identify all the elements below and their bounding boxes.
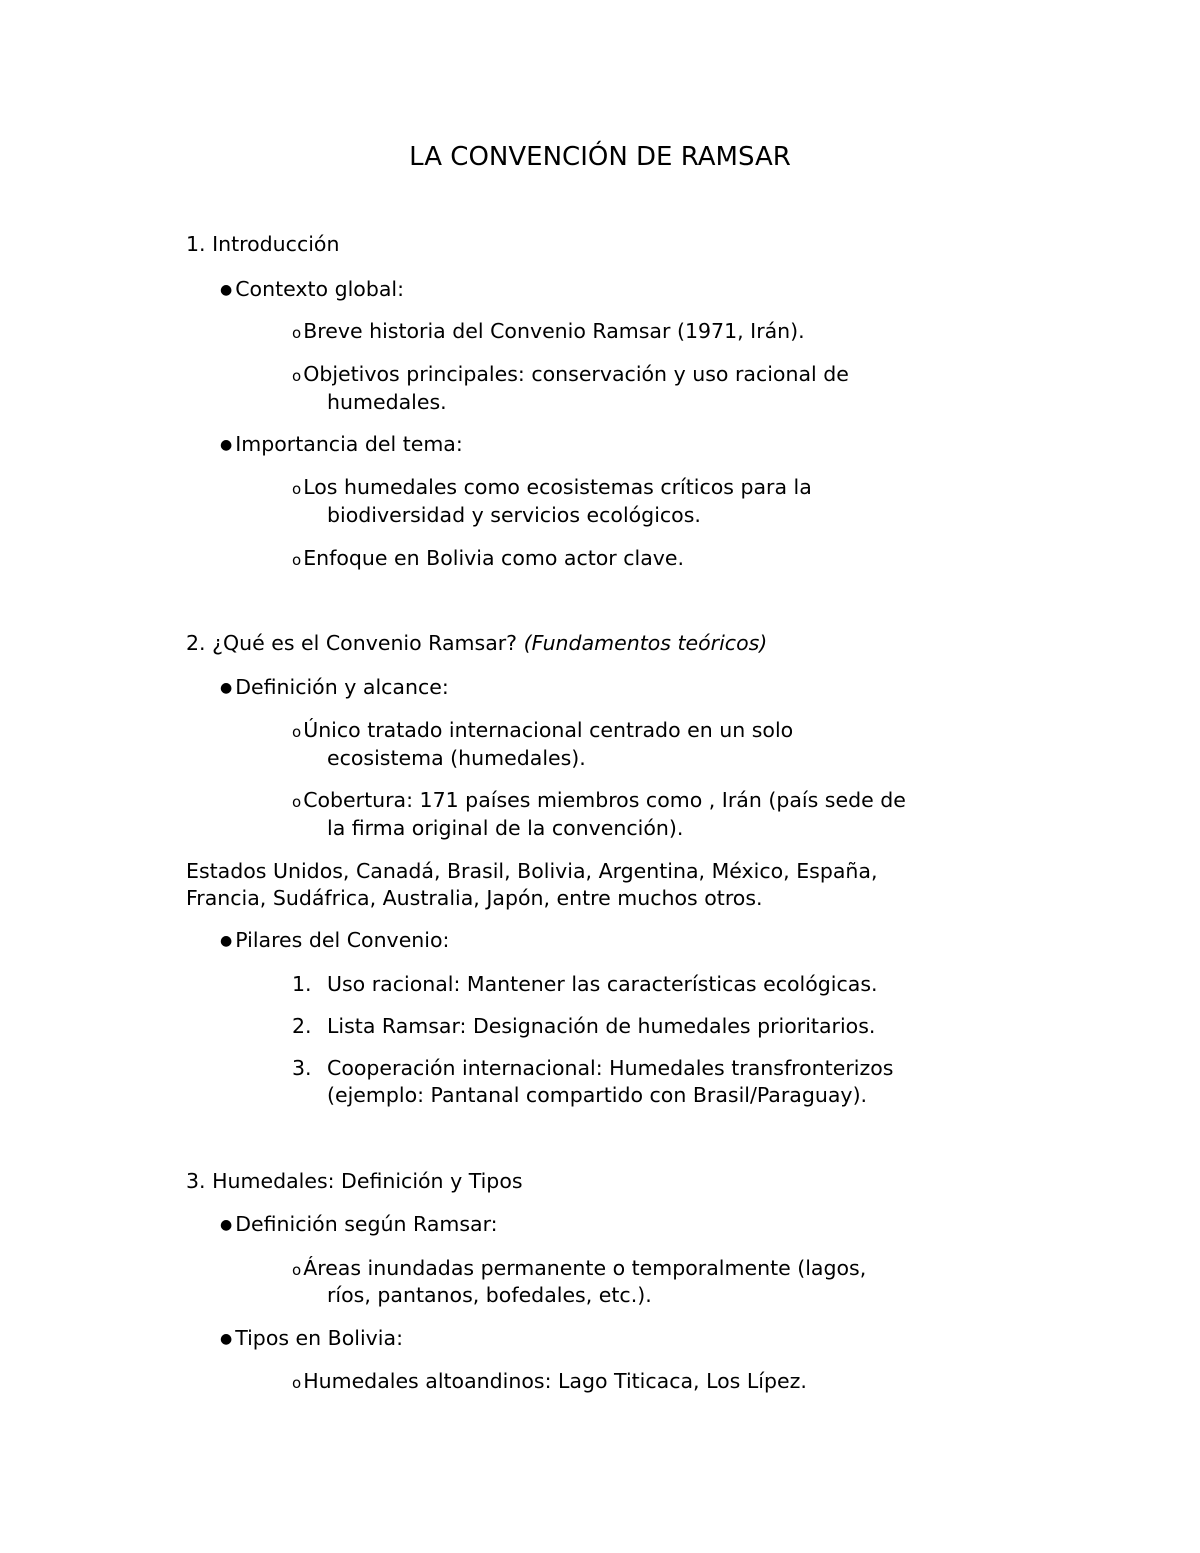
section-heading-1: 1. Introducción [186,232,340,256]
item-number: 1. [292,972,312,996]
bullet-dot-icon: ● [220,282,233,298]
sub-bullet-text: Humedales altoandinos: Lago Titicaca, Los Lípez. [303,1369,807,1393]
numbered-item [292,1012,875,1040]
paragraph-line: Estados Unidos, Canadá, Brasil, Bolivia, Argentina, México, España, [186,859,878,883]
sub-bullet-item [292,786,906,816]
bullet-dot-icon: ● [220,437,233,453]
bullet-item [220,430,463,461]
sub-bullet-text: Único tratado internacional centrado en un solo [303,718,794,742]
bullet-label: Definición según Ramsar: [235,1212,498,1236]
circle-bullet-icon: o [292,1374,302,1392]
sub-bullet-continuation: la firma original de la convención). [327,816,684,840]
document-title: LA CONVENCIÓN DE RAMSAR [409,142,791,172]
circle-bullet-icon: o [292,324,302,342]
section-heading-2 [186,629,767,657]
sub-bullet-text: Los humedales como ecosistemas críticos para la [303,475,812,499]
numbered-continuation: (ejemplo: Pantanal compartido con Brasil/Paraguay). [327,1083,868,1107]
numbered-text: Lista Ramsar: Designación de humedales prioritarios. [327,1014,876,1038]
bullet-dot-icon: ● [220,1331,233,1347]
numbered-text: Uso racional: Mantener las características ecológicas. [327,972,878,996]
bullet-item [220,1210,498,1241]
bullet-label: Importancia del tema: [235,432,463,456]
section-heading-italic: (Fundamentos teóricos) [523,631,768,655]
circle-bullet-icon: o [292,367,302,385]
circle-bullet-icon: o [292,723,302,741]
bullet-dot-icon: ● [220,933,233,949]
section-heading-3: 3. Humedales: Definición y Tipos [186,1169,523,1193]
sub-bullet-continuation: biodiversidad y servicios ecológicos. [327,503,701,527]
item-number: 3. [292,1056,312,1080]
bullet-label: Pilares del Convenio: [235,928,450,952]
sub-bullet-item [292,1367,807,1397]
sub-bullet-item [292,716,793,746]
numbered-item [292,970,878,998]
bullet-item [220,926,449,957]
bullet-item [220,673,449,704]
sub-bullet-item [292,473,812,503]
bullet-label: Contexto global: [235,277,405,301]
bullet-label: Definición y alcance: [235,675,449,699]
sub-bullet-item [292,317,805,347]
bullet-dot-icon: ● [220,1217,233,1233]
circle-bullet-icon: o [292,1261,302,1279]
bullet-item [220,275,404,306]
sub-bullet-continuation: humedales. [327,390,447,414]
paragraph-line: Francia, Sudáfrica, Australia, Japón, entre muchos otros. [186,886,763,910]
sub-bullet-text: Áreas inundadas permanente o temporalmente (lagos, [303,1256,867,1280]
sub-bullet-continuation: ríos, pantanos, bofedales, etc.). [327,1283,652,1307]
sub-bullet-text: Breve historia del Convenio Ramsar (1971, Irán). [303,319,805,343]
bullet-item [220,1324,403,1355]
sub-bullet-item [292,1254,866,1284]
section-heading-text: 2. ¿Qué es el Convenio Ramsar? [186,631,518,655]
bullet-label: Tipos en Bolivia: [235,1326,403,1350]
item-number: 2. [292,1014,312,1038]
circle-bullet-icon: o [292,793,302,811]
sub-bullet-continuation: ecosistema (humedales). [327,746,586,770]
numbered-text: Cooperación internacional: Humedales transfronterizos [327,1056,894,1080]
bullet-dot-icon: ● [220,680,233,696]
sub-bullet-text: Enfoque en Bolivia como actor clave. [303,546,685,570]
circle-bullet-icon: o [292,551,302,569]
circle-bullet-icon: o [292,480,302,498]
sub-bullet-text: Cobertura: 171 países miembros como , Irán (país sede de [303,788,906,812]
numbered-item [292,1054,893,1082]
sub-bullet-item [292,544,684,574]
sub-bullet-text: Objetivos principales: conservación y uso racional de [303,362,849,386]
sub-bullet-item [292,360,849,390]
